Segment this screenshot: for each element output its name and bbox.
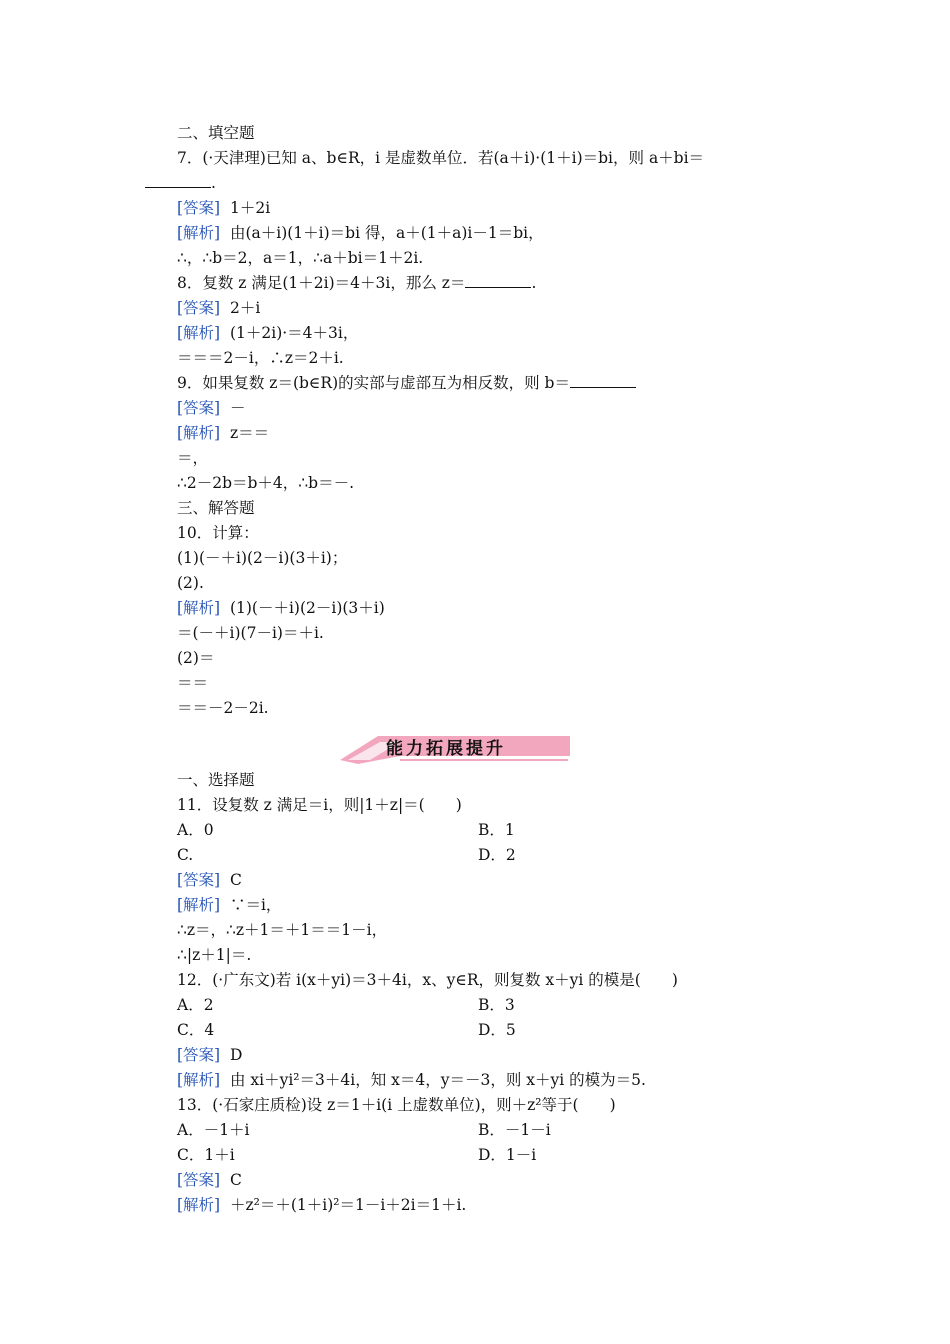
question-7-blank-line [145, 173, 216, 193]
section-heading-fill-blank: 二、填空题 [177, 124, 255, 142]
analysis-text: 由(a＋i)(1＋i)＝bi 得，a＋(1＋a)i－1＝bi， [229, 224, 544, 242]
analysis-text: (1)(－＋i)(2－i)(3＋i) [229, 599, 385, 617]
answer-11 [177, 870, 242, 890]
answer-text: － [229, 399, 246, 417]
analysis-7 [177, 223, 544, 243]
option-11-b: B．1 [478, 821, 515, 839]
question-10: 10．计算： [177, 524, 259, 542]
analysis-text: ＋z²＝＋(1＋i)²＝1－i＋2i＝1＋i. [229, 1196, 467, 1214]
answer-12 [177, 1045, 242, 1065]
option-12-c: C．4 [177, 1021, 215, 1039]
analysis-tag: [解析] [177, 599, 221, 617]
question-13: 13．(·石家庄质检)设 z＝1＋i(i 上虚数单位)，则＋z²等于( ) [177, 1096, 616, 1114]
analysis-tag: [解析] [177, 224, 221, 242]
analysis-text: (1＋2i)·＝4＋3i， [229, 324, 359, 342]
analysis-8-line-2: ＝＝＝2－i，∴z＝2＋i. [177, 349, 344, 367]
answer-text: 2＋i [229, 299, 261, 317]
analysis-10-line-4: ＝＝ [177, 674, 209, 692]
option-13-c: C．1＋i [177, 1146, 235, 1164]
question-9 [177, 373, 636, 393]
answer-tag: [答案] [177, 199, 221, 217]
answer-8 [177, 298, 260, 318]
analysis-9-line-3: ∴2－2b＝b＋4，∴b＝－. [177, 474, 355, 492]
analysis-text: z＝＝ [229, 424, 270, 442]
option-12-d: D．5 [478, 1021, 516, 1039]
section-heading-solve: 三、解答题 [177, 499, 255, 517]
question-10-part-2: (2). [177, 574, 204, 592]
answer-blank [570, 373, 636, 388]
option-13-a: A．－1＋i [177, 1121, 250, 1139]
question-9-text: 9．如果复数 z＝(b∈R)的实部与虚部互为相反数，则 b＝ [177, 374, 570, 392]
question-12: 12．(·广东文)若 i(x＋yi)＝3＋4i，x、y∈R，则复数 x＋yi 的模是( ) [177, 971, 678, 989]
question-11: 11．设复数 z 满足＝i，则|1＋z|＝( ) [177, 796, 462, 814]
answer-13 [177, 1170, 242, 1190]
analysis-tag: [解析] [177, 1071, 221, 1089]
option-11-c: C. [177, 846, 194, 864]
analysis-11-line-3: ∴|z＋1|＝. [177, 946, 252, 964]
analysis-text: ∵＝i， [229, 896, 282, 914]
section-title: 能力拓展提升 [386, 739, 506, 759]
analysis-tag: [解析] [177, 1196, 221, 1214]
analysis-12 [177, 1070, 646, 1090]
answer-tag: [答案] [177, 1171, 221, 1189]
analysis-10-line-5: ＝＝－2－2i. [177, 699, 269, 717]
question-10-part-1: (1)(－＋i)(2－i)(3＋i)； [177, 549, 348, 567]
analysis-9 [177, 423, 269, 443]
answer-blank [145, 173, 211, 188]
answer-tag: [答案] [177, 399, 221, 417]
answer-tag: [答案] [177, 871, 221, 889]
option-12-b: B．3 [478, 996, 515, 1014]
section-banner [340, 730, 570, 764]
question-7-tail: . [211, 174, 216, 192]
analysis-7-line-2: ∴，∴b＝2，a＝1，∴a＋bi＝1＋2i. [177, 249, 424, 267]
section-heading-choice: 一、选择题 [177, 771, 255, 789]
option-12-a: A．2 [177, 996, 214, 1014]
question-8-tail: . [531, 274, 537, 292]
option-13-b: B．－1－i [478, 1121, 551, 1139]
analysis-10-line-2: ＝(－＋i)(7－i)＝＋i. [177, 624, 324, 642]
analysis-8 [177, 323, 358, 343]
answer-tag: [答案] [177, 299, 221, 317]
answer-text: 1＋2i [229, 199, 271, 217]
question-7: 7．(·天津理)已知 a、b∈R，i 是虚数单位．若(a＋i)·(1＋i)＝bi，则 a＋bi＝ [177, 149, 705, 167]
answer-text: C [229, 871, 242, 889]
question-8 [177, 273, 536, 293]
analysis-tag: [解析] [177, 324, 221, 342]
analysis-9-line-2: ＝， [177, 449, 209, 467]
option-11-d: D．2 [478, 846, 516, 864]
analysis-11-line-2: ∴z＝，∴z＋1＝＋1＝＝1－i， [177, 921, 388, 939]
answer-9 [177, 398, 245, 418]
analysis-text: 由 xi＋yi²＝3＋4i，知 x＝4，y＝－3，则 x＋yi 的模为＝5. [229, 1071, 646, 1089]
analysis-13 [177, 1195, 466, 1215]
analysis-10 [177, 598, 385, 618]
answer-tag: [答案] [177, 1046, 221, 1064]
answer-text: C [229, 1171, 242, 1189]
analysis-tag: [解析] [177, 896, 221, 914]
answer-text: D [229, 1046, 243, 1064]
option-11-a: A．0 [177, 821, 214, 839]
option-13-d: D．1－i [478, 1146, 537, 1164]
analysis-11 [177, 895, 281, 915]
analysis-10-line-3: (2)＝ [177, 649, 215, 667]
answer-blank [465, 273, 531, 288]
analysis-tag: [解析] [177, 424, 221, 442]
answer-7 [177, 198, 270, 218]
question-8-text: 8．复数 z 满足(1＋2i)＝4＋3i，那么 z＝ [177, 274, 466, 292]
